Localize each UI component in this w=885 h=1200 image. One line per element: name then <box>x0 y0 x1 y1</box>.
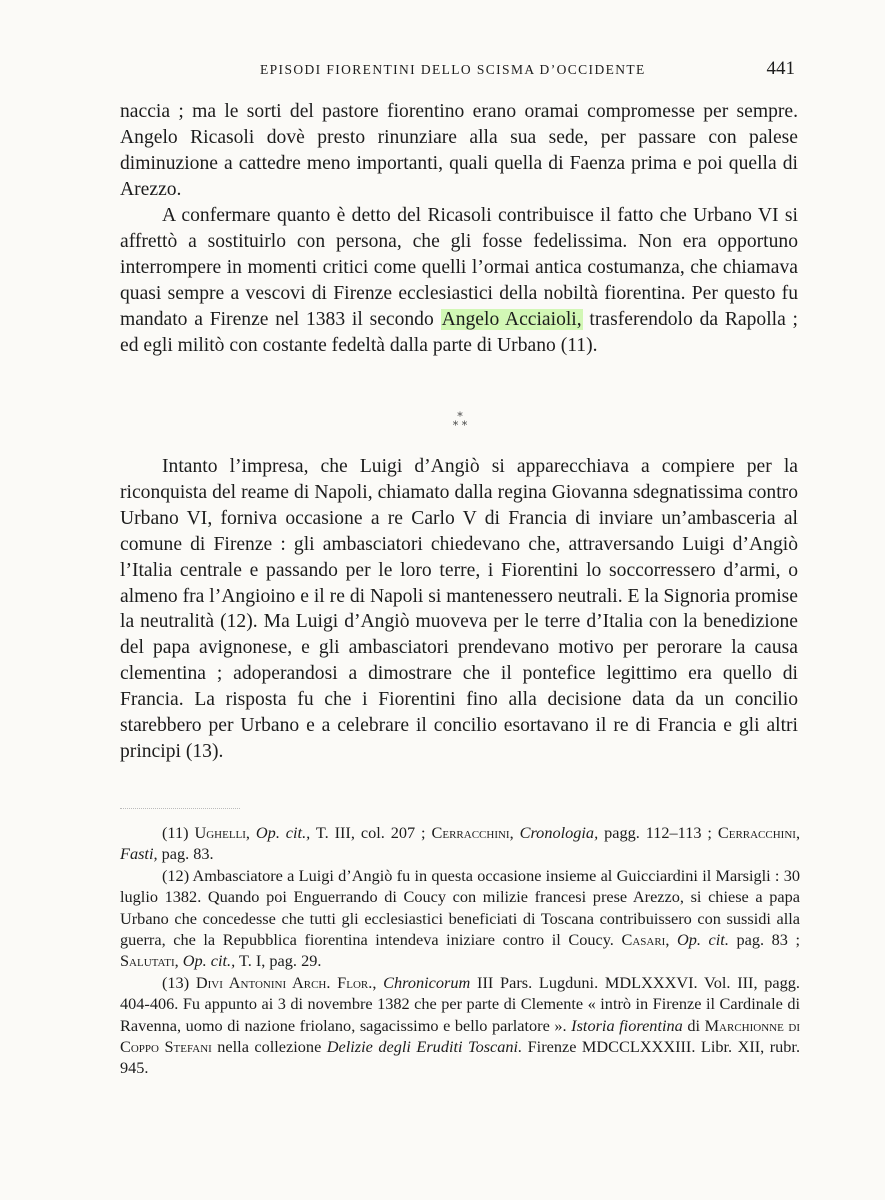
footnote-11 <box>120 822 800 865</box>
footnote-13 <box>120 972 800 1079</box>
fn13-j: Delizie degli Eruditi Toscani. <box>326 1037 523 1057</box>
fn11-k: , <box>795 823 801 842</box>
fn13-e: III Pars. Lugduni. MDLXXXVI. Vol. III, pagg. 404-406. Fu appunto ai 3 di novembre 1382 che per parte di Clemente « intrò in Firenze il Cardinale di Ravenna, uomo di nazione friolano, sagacissimo e bello parlatore ». <box>120 972 800 1035</box>
fn13-author: Divi Antonini Arch. Flor. <box>195 972 373 992</box>
fn12-a: (12) Ambasciatore a Luigi d’Angiò fu in questa occasione insieme al Guicciardini il Marsigli : 30 luglio 1382. Quando poi Enguerrando di Coucy con milizie francesi prese Arezzo, si chiese a papa Urbano che concedesse che tutti gli ecclesiastici beneficiati di Toscana contribuissero con sussidi alla guerra, che la Repubblica fiorentina intendeva iniziare contro il Coucy. <box>120 865 800 950</box>
fn12-i: T. I, pag. 29. <box>235 951 322 971</box>
fn11-h: Cronologia, <box>519 823 599 842</box>
fn12-e: pag. 83 ; <box>728 930 801 950</box>
paragraph-3: Intanto l’impresa, che Luigi d’Angiò si apparecchiava a compiere per la riconquista del reame di Napoli, chiamato dalla regina Giovanna sdegnatissima contro Urbano VI, forniva occasione a re Carlo V di Francia di inviare un’ambasceria al comune di Firenze : gli ambasciatori chiedevano che, attraversando Luigi d’Angiò l’Italia centrale e passando per le loro terre, i Fiorentini lo soccorressero d’armi, o almeno fra l’Angioino e il re di Napoli si mantenessero neutrali. E la Signoria promise la neutralità (12). Ma Luigi d’Angiò muoveva per le terre d’Italia con la benedizione del papa avignonese, e gli ambasciatori prendevano motivo per perorare la causa clementina ; adoperandosi a dimostrare che il pontefice legittimo era quello di Francia. La risposta fu che i Fiorentini fino alla decisione data da un concilio starebbero per Urbano e a celebrare il concilio esortavano il re di Francia e gli altri principi (13). <box>120 456 798 762</box>
fn12-d: Op. cit. <box>677 930 729 950</box>
fn13-i: nella collezione <box>211 1037 327 1057</box>
fn11-g: , <box>509 823 520 842</box>
fn11-d: Op. cit., <box>255 823 311 842</box>
fn11-l: Fasti, <box>120 844 158 864</box>
footnotes <box>120 822 800 1079</box>
running-title: EPISODI FIORENTINI DELLO SCISMA D’OCCIDENTE <box>260 62 646 77</box>
fn11-i: pagg. 112–113 ; <box>598 823 718 842</box>
highlighted-name[interactable]: Angelo Acciaioli, <box>441 308 582 330</box>
fn12-c: , <box>665 930 677 950</box>
footnote-12 <box>120 865 800 972</box>
fn12-g: , <box>174 951 183 971</box>
paragraph-1: naccia ; ma le sorti del pastore fiorentino erano oramai compromesse per sempre. Angelo Ricasoli dovè presto rinunziare alla sua sede, per passare con palese diminuzione a cattedre meno importanti, quali quella di Faenza prima e poi quella di Arezzo. <box>120 101 798 200</box>
fn13-k: Firenze MDCCLXXXIII. Libr. XII, rubr. 945. <box>120 1037 801 1078</box>
fn13-d: Chronicorum <box>383 972 471 992</box>
footnote-rule <box>120 808 240 809</box>
fn11-a: (11) <box>162 823 195 842</box>
paragraph-2-text-b: trasferendolo da Rapolla ; ed egli militò con costante fedeltà dalla parte di Urbano (11). <box>120 308 798 356</box>
fn13-author2: Marchionne di Coppo Stefani <box>120 1015 800 1057</box>
fn12-h: Op. cit., <box>182 951 236 971</box>
section-separator-asterism <box>440 412 480 438</box>
fn11-author2: Cerracchini <box>431 823 510 842</box>
fn11-author: Ughelli <box>194 823 246 842</box>
asterism-glyphs: * * * <box>452 410 468 432</box>
fn13-f: Istoria fiorentina <box>571 1015 683 1035</box>
paragraph-2-text-a: A confermare quanto è detto del Ricasoli contribuisce il fatto che Urbano VI si affrettò a sostituirlo con persona, che gli fosse fedelissima. Non era opportuno interrompere in momenti critici come quelli l’ormai antica costumanza, che chiamava quasi sempre a vescovi di Firenze ecclesiastici della nobiltà fiorentina. Per questo fu mandato a Firenze nel 1383 il secondo <box>120 205 798 330</box>
fn12-author2: Salutati <box>120 951 175 971</box>
fn12-author: Casari <box>621 930 666 950</box>
fn11-c: , <box>245 823 256 842</box>
page-number: 441 <box>766 58 795 79</box>
fn13-g: di <box>682 1015 705 1035</box>
fn13-c: , <box>372 972 384 992</box>
paragraph-2 <box>120 203 798 358</box>
fn13-a: (13) <box>162 972 196 992</box>
fn11-m: pag. 83. <box>157 844 214 864</box>
running-head <box>120 58 795 84</box>
fn11-e: T. III, col. 207 ; <box>310 823 432 842</box>
fn11-author3: Cerracchini <box>717 823 796 842</box>
